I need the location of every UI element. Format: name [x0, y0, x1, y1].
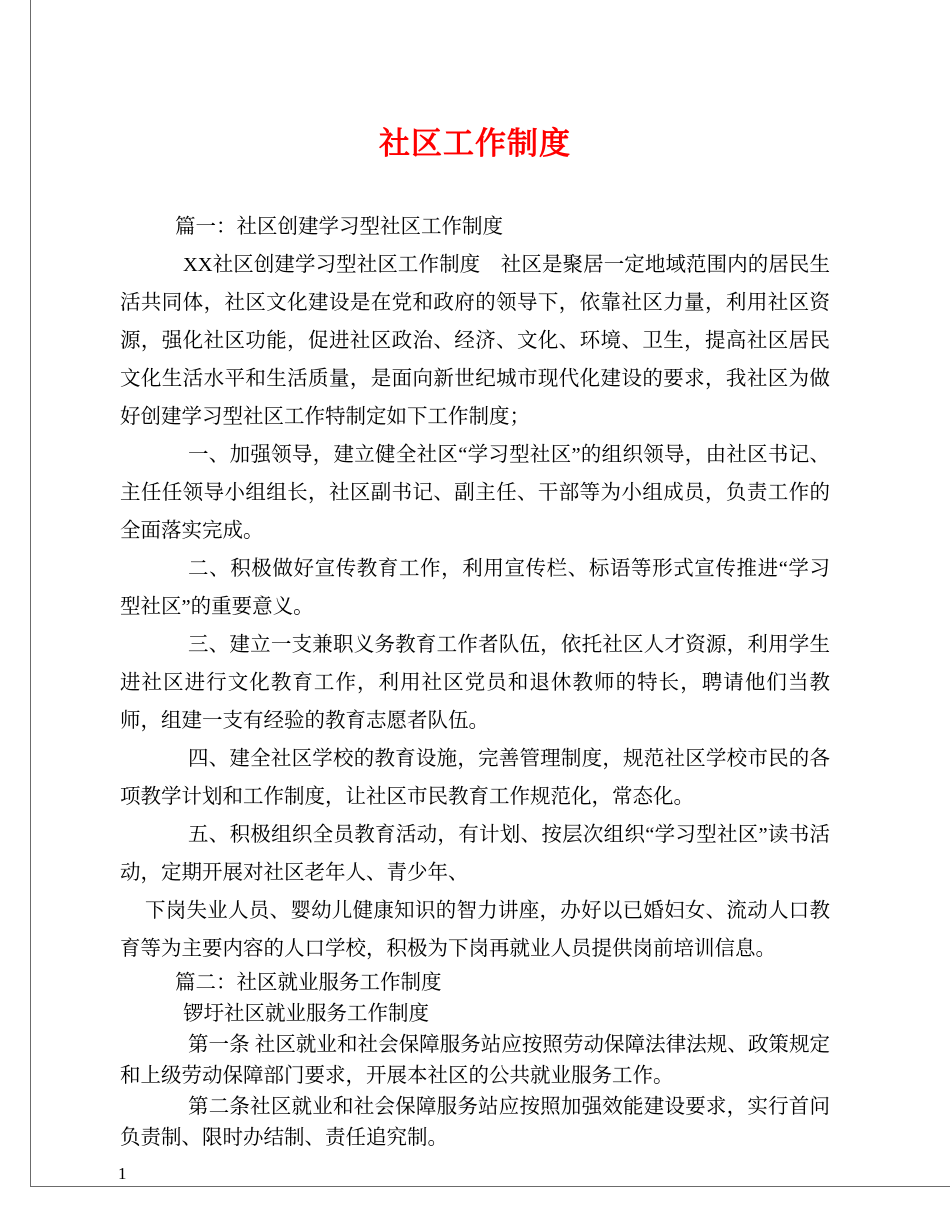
page-number: 1: [118, 1164, 127, 1183]
document-paragraph: 篇一：社区创建学习型社区工作制度: [175, 216, 503, 238]
document-paragraph: 四、建全社区学校的教育设施，完善管理制度，规范社区学校市民的各项教学计划和工作制度，让社区市民教育工作规范化，常态化。: [120, 748, 830, 808]
page-border-bottom: [30, 1186, 950, 1187]
page-border-left: [30, 0, 31, 1186]
document-paragraph: 第二条社区就业和社会保障服务站应按照加强效能建设要求，实行首问负责制、限时办结制、责任追究制。: [120, 1096, 830, 1149]
document-paragraph: 五、积极组织全员教育活动，有计划、按层次组织“学习型社区”读书活动，定期开展对社区老年人、青少年、: [120, 824, 830, 884]
document-paragraph: 第一条 社区就业和社会保障服务站应按照劳动保障法律法规、政策规定和上级劳动保障部门要求，开展本社区的公共就业服务工作。: [120, 1034, 830, 1087]
document-paragraph: 一、加强领导，建立健全社区“学习型社区”的组织领导，由社区书记、主任任领导小组组长，社区副书记、副主任、干部等为小组成员，负责工作的全面落实完成。: [120, 444, 830, 542]
document-paragraph: 三、建立一支兼职义务教育工作者队伍，依托社区人才资源，利用学生进社区进行文化教育工作，利用社区党员和退休教师的特长，聘请他们当教师，组建一支有经验的教育志愿者队伍。: [120, 634, 830, 732]
document-paragraph: XX社区创建学习型社区工作制度 社区是聚居一定地域范围内的居民生活共同体，社区文化建设是在党和政府的领导下，依靠社区力量，利用社区资源，强化社区功能，促进社区政治、经济、文化、环境、卫生，提高社区居民文化生活水平和生活质量，是面向新世纪城市现代化建设的要求，我社区为做好创建学习型社区工作特制定如下工作制度；: [120, 254, 830, 428]
document-paragraph: 二、积极做好宣传教育工作，利用宣传栏、标语等形式宣传推进“学习型社区”的重要意义。: [120, 558, 830, 618]
document-paragraph: 下岗失业人员、婴幼儿健康知识的智力讲座，办好以已婚妇女、流动人口教育等为主要内容的人口学校，积极为下岗再就业人员提供岗前培训信息。: [120, 900, 830, 960]
document-paragraph: 篇二：社区就业服务工作制度: [175, 972, 442, 994]
document-paragraph: 锣圩社区就业服务工作制度: [183, 1003, 429, 1025]
document-body: [120, 208, 830, 1154]
document-title: 社区工作制度: [379, 126, 571, 161]
